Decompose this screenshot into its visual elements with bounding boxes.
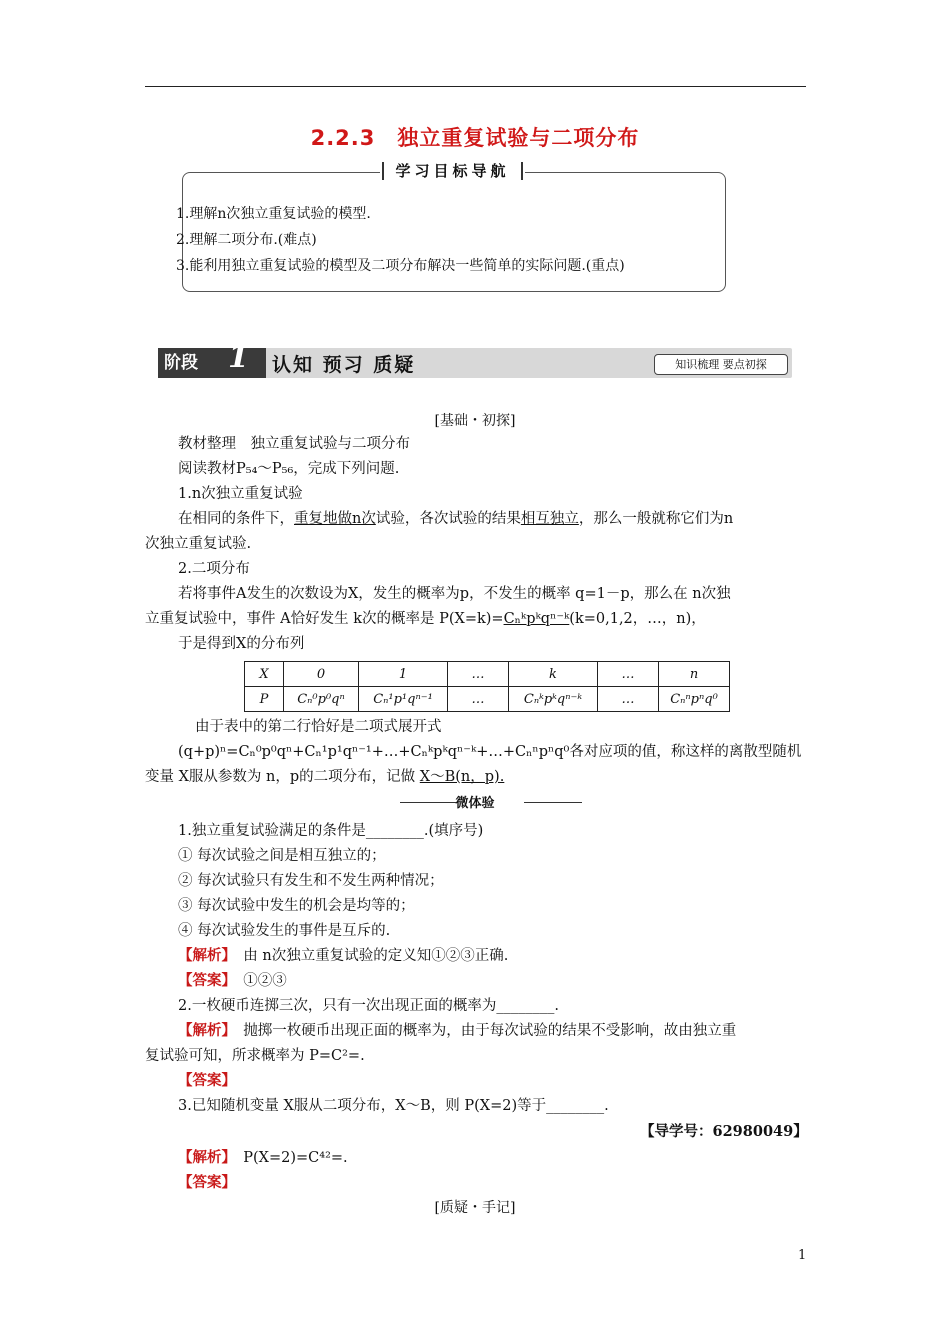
paragraph-3-end: 变量 X服从参数为 n，p的二项分布，记做 X～B(n，p).	[145, 769, 505, 785]
goal-item: 3.能利用独立重复试验的模型及二项分布解决一些简单的实际问题.(重点)	[176, 258, 625, 274]
question-3: 3.已知随机变量 X服从二项分布，X～B，则 P(X=2)等于________.	[178, 1098, 609, 1114]
reading-instruction: 阅读教材P₅₄～P₅₆，完成下列问题.	[178, 461, 400, 477]
section-notes: [质疑・手记]	[434, 1200, 516, 1216]
answer-2: 【答案】	[178, 1072, 236, 1089]
question-1: 1.独立重复试验满足的条件是________.(填序号)	[178, 823, 484, 839]
analysis-2-cont: 复试验可知，所求概率为 P=C²=.	[145, 1048, 365, 1064]
page-title: 2.2.3 独立重复试验与二项分布	[310, 126, 640, 150]
paragraph-2: 若将事件A发生的次数设为X，发生的概率为p，不发生的概率 q=1－p，那么在 n次独	[178, 586, 731, 602]
analysis-1: 【解析】 由 n次独立重复试验的定义知①②③正确.	[178, 947, 509, 964]
stage-number: 1	[228, 340, 249, 375]
material-heading: 教材整理 独立重复试验与二项分布	[178, 436, 410, 452]
paragraph-1: 在相同的条件下，重复地做n次试验，各次试验的结果相互独立，那么一般就称它们为n	[178, 511, 734, 527]
answer-1: 【答案】 ①②③	[178, 972, 287, 989]
answer-3: 【答案】	[178, 1174, 236, 1191]
heading-binomial: 2.二项分布	[178, 561, 250, 577]
option: ③ 每次试验中发生的机会是均等的；	[178, 898, 415, 914]
section-basic: [基础・初探]	[434, 413, 516, 429]
paragraph-3: 由于表中的第二行恰好是二项式展开式	[195, 719, 442, 735]
analysis-3: 【解析】 P(X=2)=C⁴²=.	[178, 1149, 348, 1166]
stage-label-block	[158, 340, 266, 378]
question-2: 2.一枚硬币连掷三次，只有一次出现正面的概率为________.	[178, 998, 559, 1014]
goals-heading: 学习目标导航	[380, 158, 525, 184]
page-number: 1	[798, 1248, 807, 1263]
stage-title: 认知 预习 质疑	[272, 354, 416, 376]
heading-independent-trials: 1.n次独立重复试验	[178, 486, 303, 502]
paragraph-3-formula: (q+p)ⁿ=Cₙ⁰p⁰qⁿ+Cₙ¹p¹qⁿ⁻¹+…+Cₙᵏpᵏqⁿ⁻ᵏ+…+Cₙⁿpⁿq⁰各对应项的值，称这样的离散型随机	[178, 744, 802, 760]
guide-number: 【导学号：62980049】	[640, 1123, 808, 1140]
goal-item: 1.理解n次独立重复试验的模型.	[176, 206, 371, 222]
top-rule	[145, 86, 806, 87]
paragraph-1-cont: 次独立重复试验.	[145, 536, 252, 552]
stage-label: 阶段	[164, 353, 198, 373]
table-row: P Cₙ⁰p⁰qⁿ Cₙ¹p¹qⁿ⁻¹ … Cₙᵏpᵏqⁿ⁻ᵏ … Cₙⁿpⁿq⁰	[245, 687, 730, 712]
stage-tag: 知识梳理 要点初探	[654, 354, 788, 375]
goal-item: 2.理解二项分布.(难点)	[176, 232, 317, 248]
option: ① 每次试验之间是相互独立的；	[178, 848, 386, 864]
option: ② 每次试验只有发生和不发生两种情况；	[178, 873, 444, 889]
paragraph-2-end: 于是得到X的分布列	[178, 636, 305, 652]
analysis-2: 【解析】 抛掷一枚硬币出现正面的概率为，由于每次试验的结果不受影响，故由独立重	[178, 1022, 737, 1039]
micro-heading: 微体验	[455, 796, 495, 811]
divider	[524, 802, 582, 803]
paragraph-2-cont: 立重复试验中，事件 A恰好发生 k次的概率是 P(X=k)=Cₙᵏpᵏqⁿ⁻ᵏ(k=0,1,2，…，n)，	[145, 611, 706, 627]
distribution-table	[244, 661, 730, 712]
table-row: X 0 1 … k … n	[245, 662, 730, 687]
option: ④ 每次试验发生的事件是互斥的.	[178, 923, 391, 939]
